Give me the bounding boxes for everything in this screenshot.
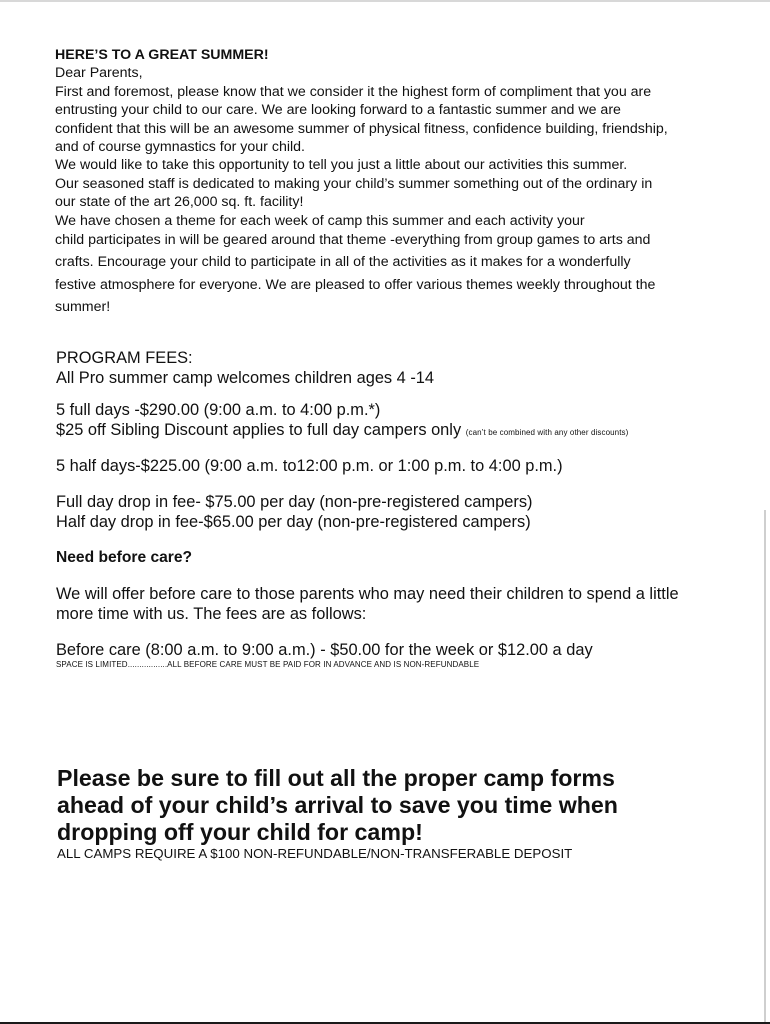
camp-forms-reminder xyxy=(57,765,747,861)
letter-greeting: Dear Parents, xyxy=(55,65,143,82)
reminder-line: Please be sure to fill out all the proper camp forms xyxy=(57,765,615,791)
fees-heading: PROGRAM FEES: xyxy=(56,349,193,367)
welcome-letter xyxy=(55,46,745,318)
before-care-heading: Need before care? xyxy=(56,549,193,566)
letter-line: Our seasoned staff is dedicated to making your child’s summer something out of the ordinary in xyxy=(55,175,653,192)
letter-line: entrusting your child to our care. We are looking forward to a fantastic summer and we are xyxy=(55,102,621,119)
fee-full-days: 5 full days -$290.00 (9:00 a.m. to 4:00 p.m.*) xyxy=(56,401,381,419)
letter-heading: HERE’S TO A GREAT SUMMER! xyxy=(55,47,269,63)
letter-line: child participates in will be geared around that theme -everything from group games to arts and xyxy=(55,232,651,249)
letter-line: First and foremost, please know that we consider it the highest form of compliment that you are xyxy=(55,83,652,100)
letter-line: and of course gymnastics for your child. xyxy=(55,139,305,156)
fees-ages: All Pro summer camp welcomes children ages 4 -14 xyxy=(56,369,435,387)
letter-line: confident that this will be an awesome summer of physical fitness, confidence building, friendship, xyxy=(55,120,668,137)
scan-edge-top xyxy=(0,0,770,2)
before-care-note: SPACE IS LIMITED.................ALL BEFORE CARE MUST BE PAID FOR IN ADVANCE AND IS NON-REFUNDABLE xyxy=(56,660,480,669)
letter-line: summer! xyxy=(55,299,111,316)
letter-line: festive atmosphere for everyone. We are pleased to offer various themes weekly throughout the xyxy=(55,277,656,294)
letter-line: We would like to take this opportunity to tell you just a little about our activities this summer. xyxy=(55,157,628,174)
before-care-fee: Before care (8:00 a.m. to 9:00 a.m.) - $50.00 for the week or $12.00 a day xyxy=(56,641,593,659)
sibling-discount-text: $25 off Sibling Discount applies to full day campers only xyxy=(56,421,462,439)
sibling-discount-note: (can’t be combined with any other discounts) xyxy=(465,428,629,437)
scan-edge-right xyxy=(764,510,766,1024)
letter-line: our state of the art 26,000 sq. ft. facility! xyxy=(55,194,304,211)
fee-half-drop-in: Half day drop in fee-$65.00 per day (non-pre-registered campers) xyxy=(56,513,531,531)
before-care-intro: more time with us. The fees are as follows: xyxy=(56,605,367,623)
before-care-intro: We will offer before care to those parents who may need their children to spend a little xyxy=(56,585,679,603)
reminder-line: dropping off your child for camp! xyxy=(57,819,423,845)
program-fees-section xyxy=(56,348,746,670)
letter-line: crafts. Encourage your child to participate in all of the activities as it makes for a wonderfully xyxy=(55,254,631,271)
reminder-line: ahead of your child’s arrival to save you time when xyxy=(57,792,618,818)
fee-sibling-discount xyxy=(56,420,746,440)
deposit-notice: ALL CAMPS REQUIRE A $100 NON-REFUNDABLE/NON-TRANSFERABLE DEPOSIT xyxy=(57,846,573,861)
fee-half-days: 5 half days-$225.00 (9:00 a.m. to12:00 p.m. or 1:00 p.m. to 4:00 p.m.) xyxy=(56,457,563,475)
letter-line: We have chosen a theme for each week of camp this summer and each activity your xyxy=(55,212,585,229)
fee-full-drop-in: Full day drop in fee- $75.00 per day (non-pre-registered campers) xyxy=(56,493,533,511)
